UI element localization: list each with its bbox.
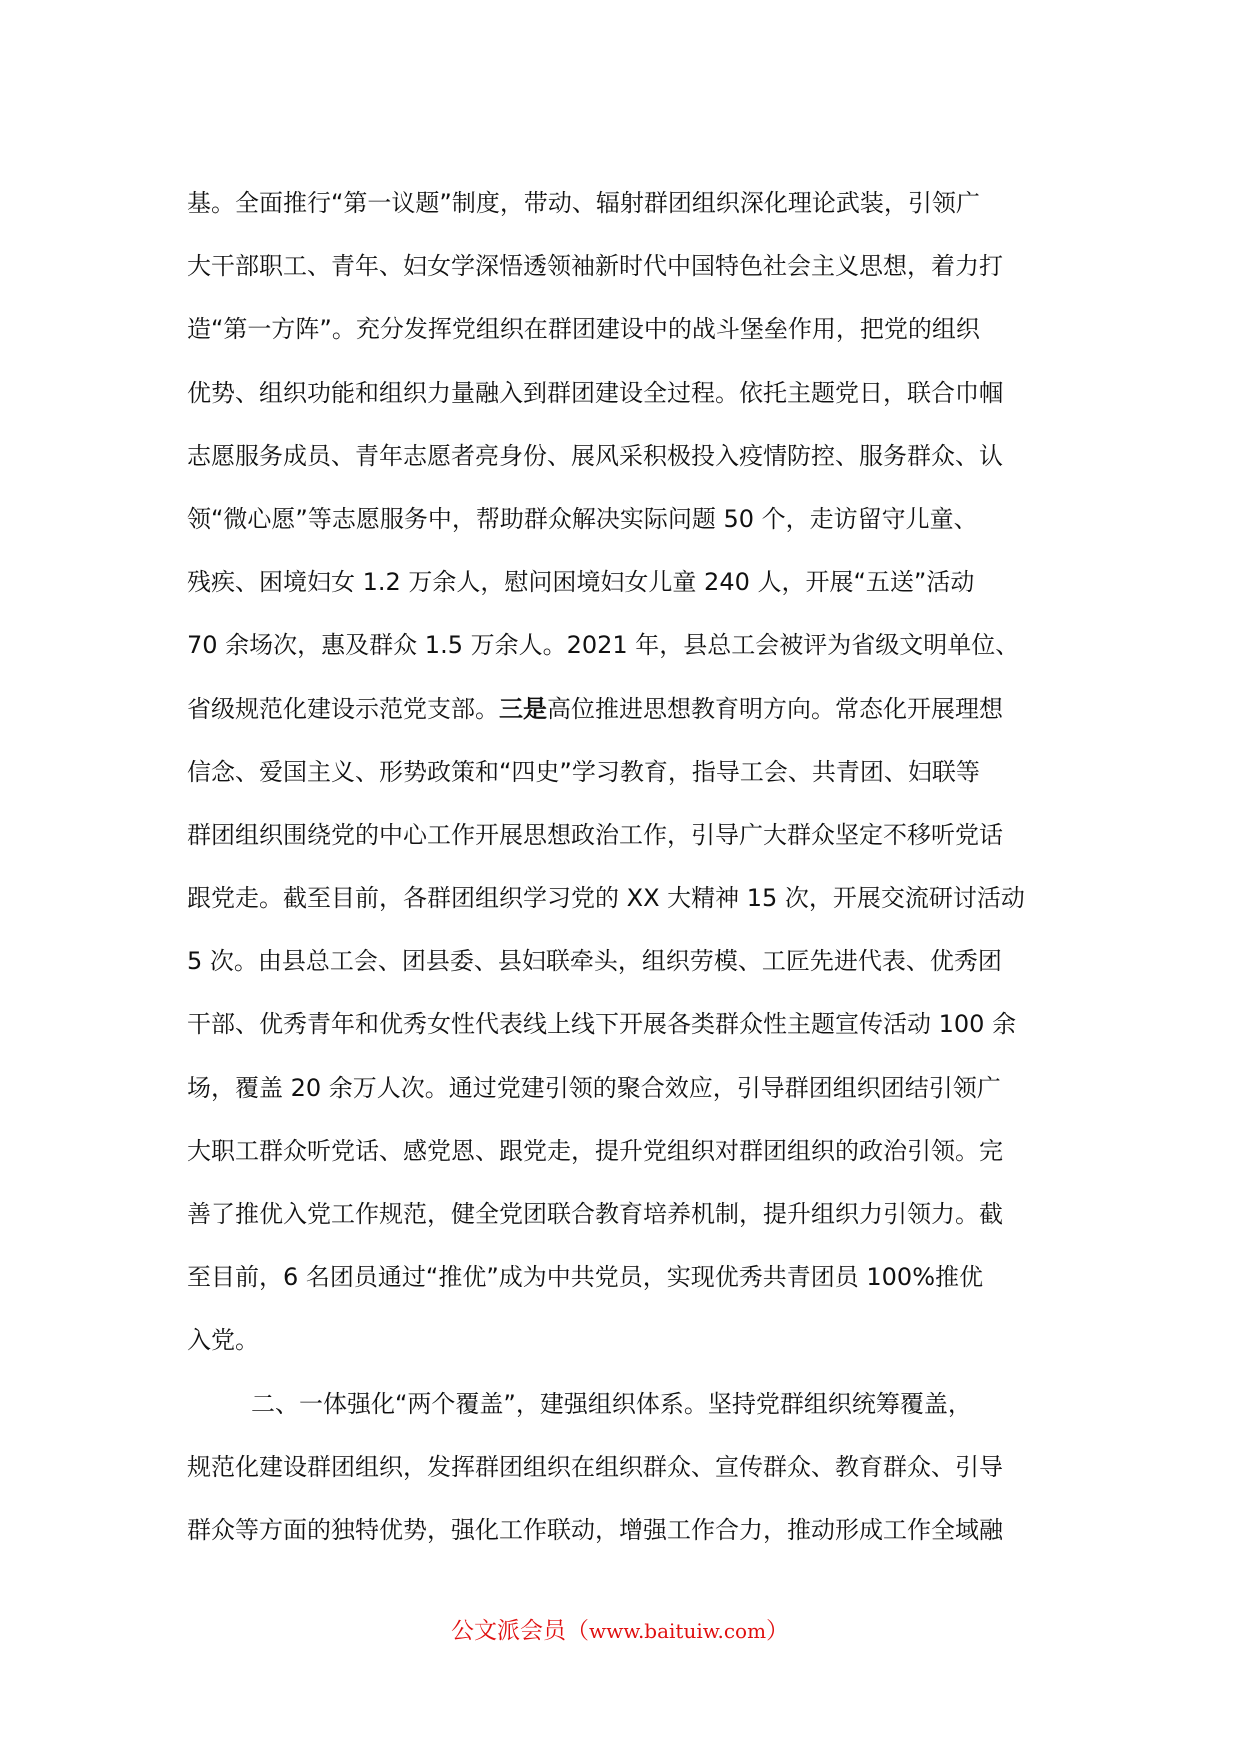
text-line: 70 余场次，惠及群众 1.5 万余人。2021 年，县总工会被评为省级文明单位、: [187, 631, 1020, 660]
footer-url: www.baituiw.com: [588, 1619, 767, 1643]
text-line: 大干部职工、青年、妇女学深悟透领袖新时代中国特色社会主义思想，着力打: [187, 252, 1003, 281]
text-line: 善了推优入党工作规范，健全党团联合教育培养机制，提升组织力引领力。截: [187, 1200, 1003, 1228]
text-line: 志愿服务成员、青年志愿者亮身份、展风采积极投入疫情防控、服务群众、认: [187, 441, 1003, 470]
body-text: [187, 172, 1047, 1562]
text-line: 基。全面推行“第一议题”制度，带动、辐射群团组织深化理论武装，引领广: [187, 189, 980, 217]
text-segment: 高位推进思想教育明方向。常态化开展理想: [547, 694, 1003, 723]
text-line: 群团组织围绕党的中心工作开展思想政治工作，引导广大群众坚定不移听党话: [187, 820, 1003, 849]
text-line: 入党。: [187, 1326, 259, 1355]
section-heading-line: 二、一体强化“两个覆盖”，建强组织体系。坚持党群组织统筹覆盖，: [251, 1389, 972, 1418]
text-line: 至目前，6 名团员通过“推优”成为中共党员，实现优秀共青团员 100%推优: [187, 1263, 984, 1292]
text-line: 场，覆盖 20 余万人次。通过党建引领的聚合效应，引导群团组织团结引领广: [187, 1073, 1001, 1102]
footer-close: ）: [766, 1618, 790, 1644]
footer-watermark: [0, 1612, 1240, 1645]
text-line: 优势、组织功能和组织力量融入到群团建设全过程。依托主题党日，联合巾帼: [187, 378, 1003, 407]
text-line: 干部、优秀青年和优秀女性代表线上线下开展各类群众性主题宣传活动 100 余: [187, 1010, 1017, 1039]
text-line: 领“微心愿”等志愿服务中，帮助群众解决实际问题 50 个，走访留守儿童、: [187, 504, 978, 533]
text-line: 5 次。由县总工会、团县委、县妇联牵头，组织劳模、工匠先进代表、优秀团: [187, 947, 1002, 976]
text-line: 跟党走。截至目前，各群团组织学习党的 XX 大精神 15 次，开展交流研讨活动: [187, 884, 1025, 913]
text-line: 残疾、困境妇女 1.2 万余人，慰问困境妇女儿童 240 人，开展“五送”活动: [187, 568, 975, 597]
bold-keyword: 三是: [499, 694, 547, 723]
text-line: 群众等方面的独特优势，强化工作联动，增强工作合力，推动形成工作全域融: [187, 1515, 1003, 1544]
text-line: 造“第一方阵”。充分发挥党组织在群团建设中的战斗堡垒作用，把党的组织: [187, 315, 980, 344]
text-line: 规范化建设群团组织，发挥群团组织在组织群众、宣传群众、教育群众、引导: [187, 1452, 1003, 1481]
text-line: [187, 678, 1047, 741]
text-line: 大职工群众听党话、感党恩、跟党走，提升党组织对群团组织的政治引领。完: [187, 1136, 1003, 1165]
text-line: 信念、爱国主义、形势政策和“四史”学习教育，指导工会、共青团、妇联等: [187, 757, 980, 786]
text-segment: 省级规范化建设示范党支部。: [187, 694, 499, 723]
footer-label: 公文派会员（: [450, 1618, 589, 1644]
